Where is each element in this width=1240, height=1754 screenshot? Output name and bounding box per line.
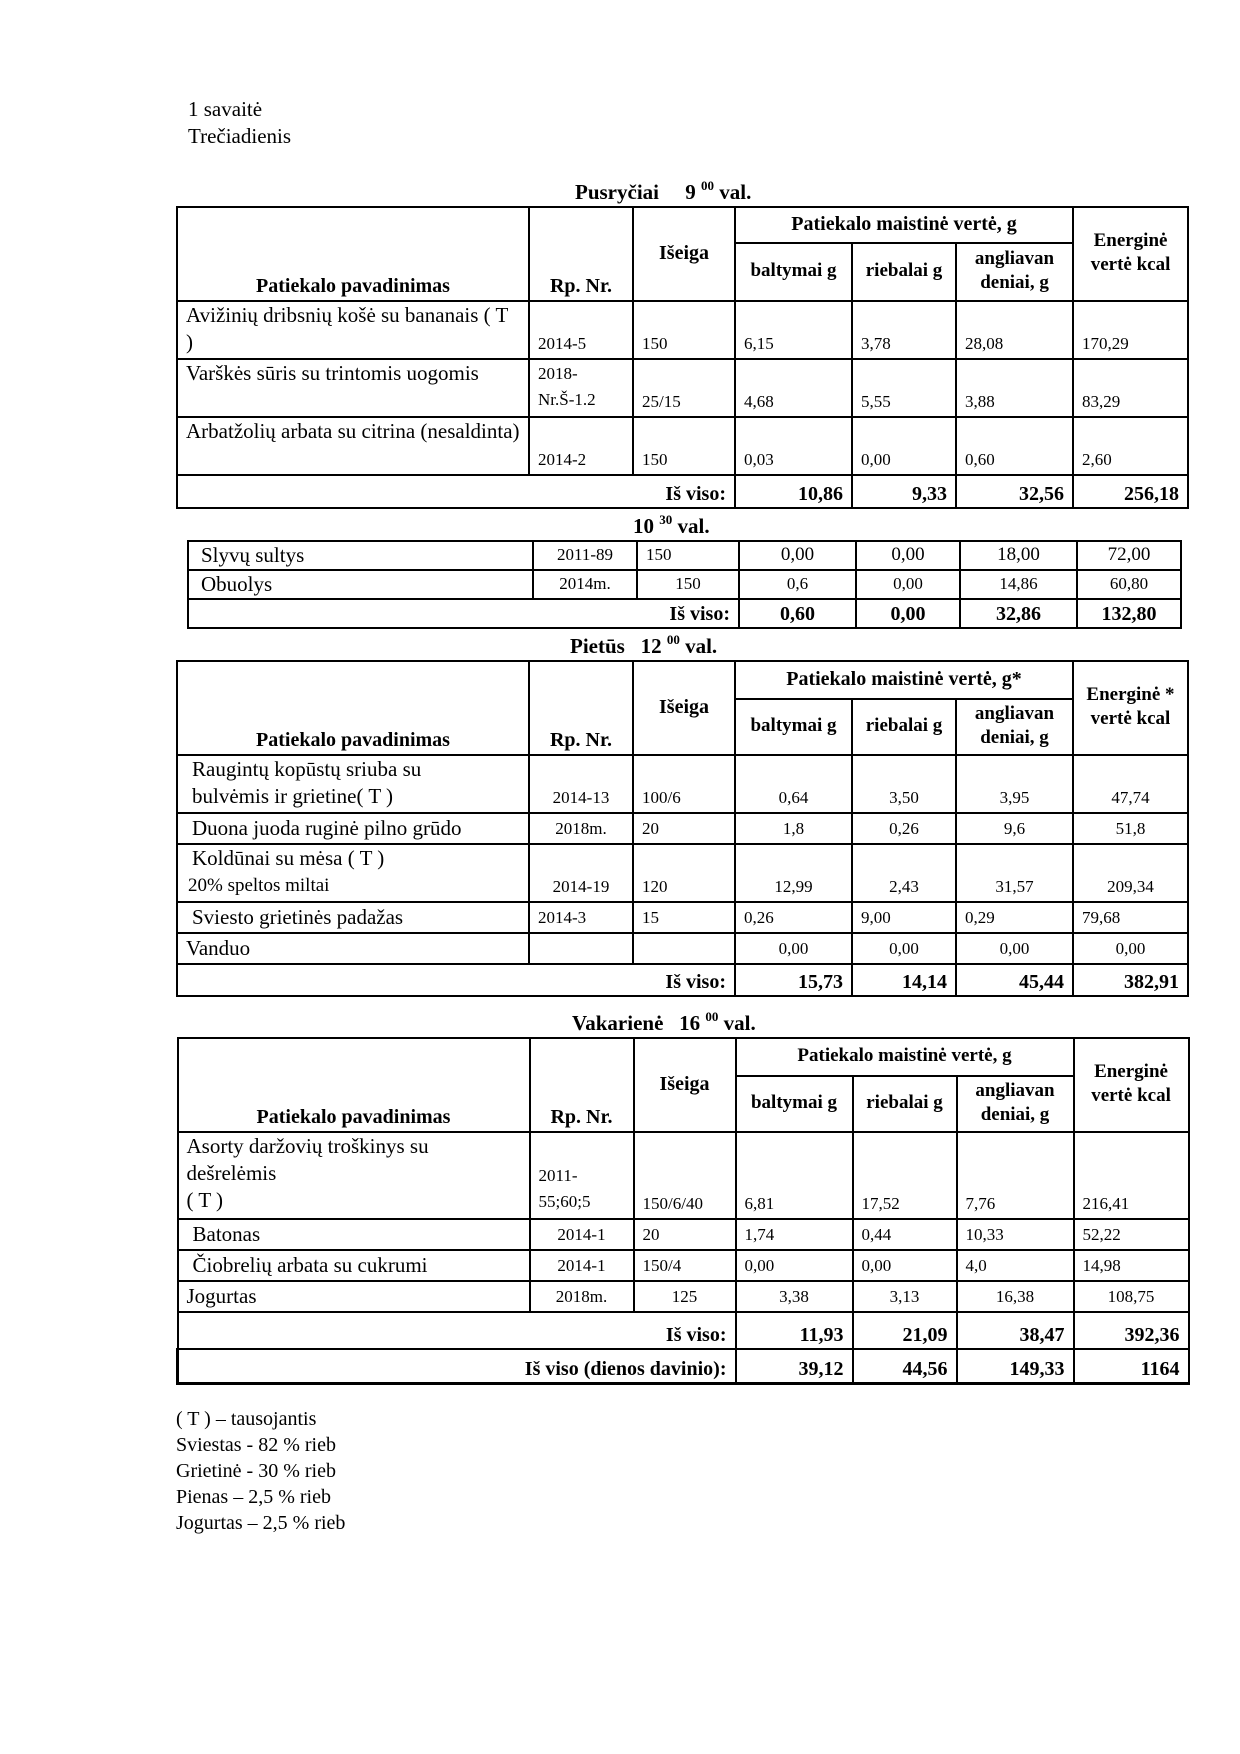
total-carbs: 45,44 bbox=[956, 964, 1073, 996]
col-group-header: Patiekalo maistinė vertė, g bbox=[736, 1038, 1074, 1076]
col-energy-header: Energinė * vertė kcal bbox=[1073, 661, 1188, 755]
carbs: 3,88 bbox=[956, 359, 1073, 417]
energy: 47,74 bbox=[1073, 755, 1188, 813]
col-group-header: Patiekalo maistinė vertė, g bbox=[735, 207, 1073, 243]
col-fat-header: riebalai g bbox=[853, 1076, 957, 1132]
dish-name bbox=[178, 1132, 530, 1219]
fat: 0,26 bbox=[852, 813, 956, 844]
footnote: Grietinė - 30 % rieb bbox=[176, 1460, 336, 1482]
recipe-number: 2014m. bbox=[533, 570, 637, 599]
portion: 150 bbox=[637, 541, 739, 570]
col-name-header: Patiekalo pavadinimas bbox=[177, 207, 529, 301]
protein: 12,99 bbox=[735, 844, 852, 902]
recipe-number bbox=[530, 1132, 634, 1219]
portion: 20 bbox=[633, 813, 735, 844]
dinner-title bbox=[572, 1009, 756, 1036]
dinner-time-hour: 16 bbox=[679, 1011, 701, 1035]
dish-name-line: Asorty daržovių troškinys su bbox=[186, 1134, 429, 1158]
total-fat: 21,09 bbox=[853, 1312, 957, 1349]
total-row bbox=[177, 475, 1188, 508]
portion: 150 bbox=[633, 417, 735, 475]
dish-name: Arbatžolių arbata su citrina (nesaldinta) bbox=[177, 417, 529, 475]
snack-title bbox=[633, 512, 710, 539]
dish-name-line: ( T ) bbox=[186, 1188, 224, 1212]
fat: 0,44 bbox=[853, 1219, 957, 1250]
footnote: Pienas – 2,5 % rieb bbox=[176, 1486, 331, 1508]
fat: 0,00 bbox=[852, 933, 956, 964]
dish-name: Avižinių dribsnių košė su bananais ( T ) bbox=[177, 301, 529, 359]
recipe-number: 2018m. bbox=[530, 1281, 634, 1312]
portion: 20 bbox=[634, 1219, 736, 1250]
fat: 9,00 bbox=[852, 902, 956, 933]
fat: 0,00 bbox=[852, 417, 956, 475]
total-protein: 10,86 bbox=[735, 475, 852, 508]
energy: 2,60 bbox=[1073, 417, 1188, 475]
protein: 4,68 bbox=[735, 359, 852, 417]
breakfast-time-min: 00 bbox=[701, 178, 714, 193]
protein: 3,38 bbox=[736, 1281, 853, 1312]
col-energy-header: Energinė vertė kcal bbox=[1073, 207, 1188, 301]
total-row bbox=[177, 964, 1188, 996]
table-row bbox=[177, 755, 1188, 813]
lunch-time-suffix: val. bbox=[685, 634, 718, 658]
snack-time-min: 30 bbox=[659, 512, 673, 527]
portion: 120 bbox=[633, 844, 735, 902]
portion: 150/4 bbox=[634, 1250, 736, 1281]
total-carbs: 32,56 bbox=[956, 475, 1073, 508]
recipe-number: 2014-1 bbox=[530, 1219, 634, 1250]
carbs: 14,86 bbox=[960, 570, 1077, 599]
energy: 79,68 bbox=[1073, 902, 1188, 933]
col-rp-header: Rp. Nr. bbox=[529, 207, 633, 301]
day-total-row bbox=[178, 1349, 1189, 1383]
carbs: 0,60 bbox=[956, 417, 1073, 475]
week-label: 1 savaitė bbox=[188, 97, 263, 121]
dish-name: Sviesto grietinės padažas bbox=[177, 902, 529, 933]
col-carb-header: angliavan deniai, g bbox=[957, 1076, 1074, 1132]
recipe-number: 2014-5 bbox=[529, 301, 633, 359]
carbs: 28,08 bbox=[956, 301, 1073, 359]
table-row bbox=[177, 844, 1188, 902]
dish-name: Obuolys bbox=[188, 570, 533, 599]
total-protein: 0,60 bbox=[739, 599, 856, 628]
dish-name-line: 20% speltos miltai bbox=[188, 875, 330, 896]
carbs: 0,00 bbox=[956, 933, 1073, 964]
fat: 0,00 bbox=[856, 541, 960, 570]
col-energy-header: Energinė vertė kcal bbox=[1074, 1038, 1189, 1132]
day-total-carbs: 149,33 bbox=[957, 1349, 1074, 1383]
carbs: 3,95 bbox=[956, 755, 1073, 813]
col-name-header: Patiekalo pavadinimas bbox=[177, 661, 529, 755]
footnote: ( T ) – tausojantis bbox=[176, 1408, 317, 1430]
protein: 1,74 bbox=[736, 1219, 853, 1250]
dish-name: Duona juoda ruginė pilno grūdo bbox=[177, 813, 529, 844]
lunch-table bbox=[176, 660, 1189, 997]
total-label: Iš viso: bbox=[177, 964, 735, 996]
recipe-number: 2014-2 bbox=[529, 417, 633, 475]
protein: 1,8 bbox=[735, 813, 852, 844]
col-iseiga-header: Išeiga bbox=[633, 207, 735, 301]
carbs: 18,00 bbox=[960, 541, 1077, 570]
fat: 3,13 bbox=[853, 1281, 957, 1312]
col-rp-header: Rp. Nr. bbox=[529, 661, 633, 755]
energy: 108,75 bbox=[1074, 1281, 1189, 1312]
recipe-number bbox=[529, 933, 633, 964]
col-iseiga-header: Išeiga bbox=[633, 661, 735, 755]
total-fat: 0,00 bbox=[856, 599, 960, 628]
day-label: Trečiadienis bbox=[188, 124, 292, 148]
day-total-energy: 1164 bbox=[1074, 1349, 1189, 1383]
fat: 0,00 bbox=[853, 1250, 957, 1281]
table-row bbox=[177, 301, 1188, 359]
table-row bbox=[178, 1250, 1189, 1281]
protein: 0,03 bbox=[735, 417, 852, 475]
protein: 0,00 bbox=[739, 541, 856, 570]
dish-name: Vanduo bbox=[177, 933, 529, 964]
recipe-number: 2014-1 bbox=[530, 1250, 634, 1281]
snack-time-suffix: val. bbox=[677, 514, 710, 538]
lunch-time-hour: 12 bbox=[640, 634, 662, 658]
portion bbox=[633, 933, 735, 964]
col-fat-header: riebalai g bbox=[852, 243, 956, 301]
breakfast-title-text: Pusryčiai bbox=[575, 180, 659, 204]
protein: 0,26 bbox=[735, 902, 852, 933]
fat: 5,55 bbox=[852, 359, 956, 417]
portion: 100/6 bbox=[633, 755, 735, 813]
dinner-time-suffix: val. bbox=[723, 1011, 756, 1035]
breakfast-time-suffix: val. bbox=[719, 180, 752, 204]
table-row bbox=[177, 359, 1188, 417]
col-name-header: Patiekalo pavadinimas bbox=[178, 1038, 530, 1132]
fat: 17,52 bbox=[853, 1132, 957, 1219]
carbs: 0,29 bbox=[956, 902, 1073, 933]
breakfast-time-hour: 9 bbox=[685, 180, 696, 204]
carbs: 9,6 bbox=[956, 813, 1073, 844]
energy: 14,98 bbox=[1074, 1250, 1189, 1281]
energy: 0,00 bbox=[1073, 933, 1188, 964]
footnote: Jogurtas – 2,5 % rieb bbox=[176, 1512, 346, 1534]
total-row bbox=[178, 1312, 1189, 1349]
energy: 216,41 bbox=[1074, 1132, 1189, 1219]
portion: 150/6/40 bbox=[634, 1132, 736, 1219]
portion: 150 bbox=[633, 301, 735, 359]
protein: 0,00 bbox=[736, 1250, 853, 1281]
carbs: 10,33 bbox=[957, 1219, 1074, 1250]
portion: 15 bbox=[633, 902, 735, 933]
col-protein-header: baltymai g bbox=[736, 1076, 853, 1132]
dish-name: Varškės sūris su trintomis uogomis bbox=[177, 359, 529, 417]
total-protein: 15,73 bbox=[735, 964, 852, 996]
col-carb-header: angliavan deniai, g bbox=[956, 243, 1073, 301]
carbs: 16,38 bbox=[957, 1281, 1074, 1312]
carbs: 7,76 bbox=[957, 1132, 1074, 1219]
lunch-title-text: Pietūs bbox=[570, 634, 625, 658]
protein: 0,6 bbox=[739, 570, 856, 599]
table-row bbox=[178, 1281, 1189, 1312]
col-protein-header: baltymai g bbox=[735, 243, 852, 301]
dish-name: Čiobrelių arbata su cukrumi bbox=[178, 1250, 530, 1281]
recipe-number: 2018- Nr.Š-1.2 bbox=[529, 359, 633, 417]
col-iseiga-header: Išeiga bbox=[634, 1038, 736, 1132]
recipe-number: 2014-19 bbox=[529, 844, 633, 902]
portion: 25/15 bbox=[633, 359, 735, 417]
table-row bbox=[188, 541, 1181, 570]
dish-name bbox=[177, 844, 529, 902]
total-fat: 9,33 bbox=[852, 475, 956, 508]
energy: 60,80 bbox=[1077, 570, 1181, 599]
portion: 150 bbox=[637, 570, 739, 599]
table-row bbox=[177, 933, 1188, 964]
table-row bbox=[177, 813, 1188, 844]
table-row bbox=[177, 902, 1188, 933]
fat: 0,00 bbox=[856, 570, 960, 599]
lunch-time-min: 00 bbox=[666, 632, 680, 647]
snack-table bbox=[187, 540, 1182, 629]
energy: 83,29 bbox=[1073, 359, 1188, 417]
carbs: 4,0 bbox=[957, 1250, 1074, 1281]
total-energy: 392,36 bbox=[1074, 1312, 1189, 1349]
col-carb-header: angliavan deniai, g bbox=[956, 699, 1073, 755]
lunch-title bbox=[570, 632, 717, 659]
protein: 6,15 bbox=[735, 301, 852, 359]
day-total-protein: 39,12 bbox=[736, 1349, 853, 1383]
dinner-title-text: Vakarienė bbox=[572, 1011, 664, 1035]
recipe-number-line: 55;60;5 bbox=[538, 1192, 591, 1211]
total-label: Iš viso: bbox=[188, 599, 739, 628]
protein: 6,81 bbox=[736, 1132, 853, 1219]
day-total-label: Iš viso (dienos davinio): bbox=[178, 1349, 736, 1383]
total-protein: 11,93 bbox=[736, 1312, 853, 1349]
total-energy: 132,80 bbox=[1077, 599, 1181, 628]
fat: 3,50 bbox=[852, 755, 956, 813]
total-label: Iš viso: bbox=[177, 475, 735, 508]
dinner-table bbox=[176, 1037, 1190, 1385]
total-fat: 14,14 bbox=[852, 964, 956, 996]
table-row bbox=[178, 1219, 1189, 1250]
carbs: 31,57 bbox=[956, 844, 1073, 902]
protein: 0,64 bbox=[735, 755, 852, 813]
col-protein-header: baltymai g bbox=[735, 699, 852, 755]
table-row bbox=[178, 1132, 1189, 1219]
energy: 170,29 bbox=[1073, 301, 1188, 359]
dish-name: Slyvų sultys bbox=[188, 541, 533, 570]
energy: 51,8 bbox=[1073, 813, 1188, 844]
col-rp-header: Rp. Nr. bbox=[530, 1038, 634, 1132]
dinner-time-min: 00 bbox=[705, 1009, 719, 1024]
fat: 2,43 bbox=[852, 844, 956, 902]
total-energy: 382,91 bbox=[1073, 964, 1188, 996]
table-row bbox=[188, 570, 1181, 599]
dish-name-line: Raugintų kopūstų sriuba su bbox=[192, 757, 422, 781]
recipe-number: 2018m. bbox=[529, 813, 633, 844]
dish-name: Batonas bbox=[178, 1219, 530, 1250]
total-carbs: 32,86 bbox=[960, 599, 1077, 628]
breakfast-table bbox=[176, 206, 1189, 509]
recipe-number: 2011-89 bbox=[533, 541, 637, 570]
dish-name-line: dešrelėmis bbox=[186, 1161, 277, 1185]
dish-name-line: Koldūnai su mėsa ( T ) bbox=[192, 846, 385, 870]
col-group-header: Patiekalo maistinė vertė, g* bbox=[735, 661, 1073, 699]
breakfast-title bbox=[575, 178, 751, 205]
footnote: Sviestas - 82 % rieb bbox=[176, 1434, 336, 1456]
portion: 125 bbox=[634, 1281, 736, 1312]
dish-name bbox=[177, 755, 529, 813]
recipe-number-line: 2011- bbox=[538, 1166, 578, 1185]
day-total-fat: 44,56 bbox=[853, 1349, 957, 1383]
energy: 72,00 bbox=[1077, 541, 1181, 570]
snack-time-hour: 10 bbox=[633, 514, 654, 538]
total-energy: 256,18 bbox=[1073, 475, 1188, 508]
recipe-number: 2014-13 bbox=[529, 755, 633, 813]
table-row bbox=[177, 417, 1188, 475]
energy: 52,22 bbox=[1074, 1219, 1189, 1250]
total-label: Iš viso: bbox=[178, 1312, 736, 1349]
fat: 3,78 bbox=[852, 301, 956, 359]
dish-name-line: bulvėmis ir grietine( T ) bbox=[192, 784, 394, 808]
protein: 0,00 bbox=[735, 933, 852, 964]
dish-name: Jogurtas bbox=[178, 1281, 530, 1312]
energy: 209,34 bbox=[1073, 844, 1188, 902]
total-row bbox=[188, 599, 1181, 628]
total-carbs: 38,47 bbox=[957, 1312, 1074, 1349]
recipe-number: 2014-3 bbox=[529, 902, 633, 933]
col-fat-header: riebalai g bbox=[852, 699, 956, 755]
